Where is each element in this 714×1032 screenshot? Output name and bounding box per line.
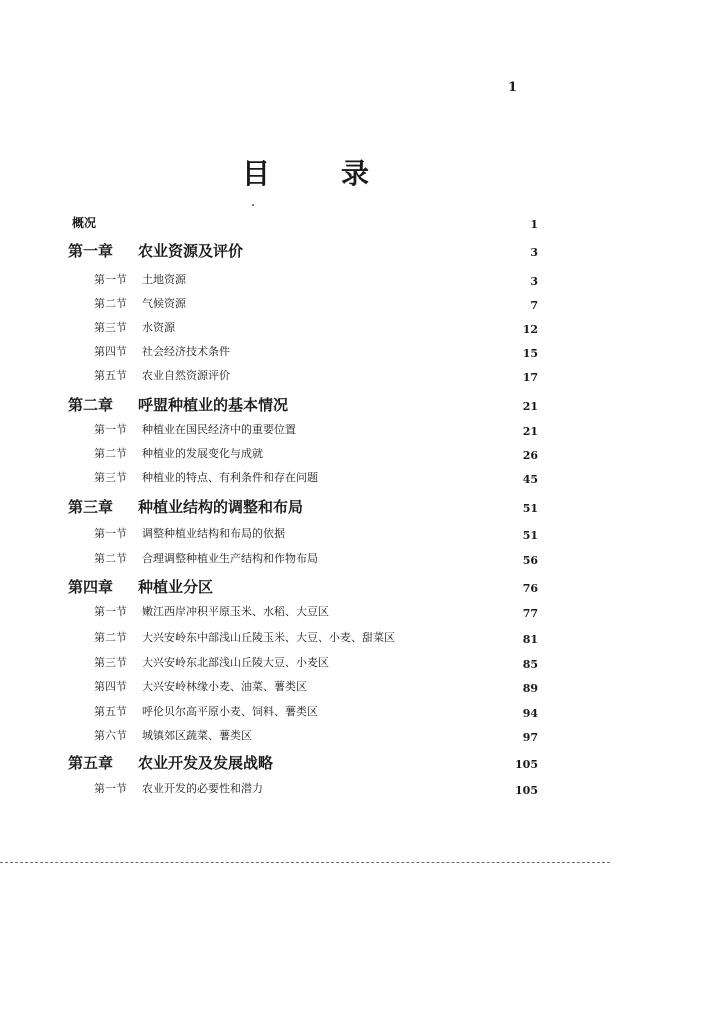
section-number: 第四节: [94, 680, 127, 693]
toc-label: [68, 394, 288, 415]
toc-row-section[interactable]: [0, 678, 714, 700]
section-title: 农业开发的必要性和潜力: [142, 782, 263, 795]
section-title: 种植业在国民经济中的重要位置: [142, 423, 296, 436]
section-number: 第三节: [94, 471, 127, 484]
section-title: 气候资源: [142, 297, 186, 310]
section-number: 第二节: [94, 297, 127, 310]
section-title: 呼伦贝尔高平原小麦、饲料、薯类区: [142, 705, 318, 718]
section-title: 大兴安岭东北部浅山丘陵大豆、小麦区: [142, 656, 329, 669]
toc-row-section[interactable]: [0, 603, 714, 625]
page-number: 1: [508, 80, 518, 95]
toc-label: [94, 654, 329, 670]
toc-title-char-1: 目: [242, 157, 271, 190]
toc-label: [94, 525, 285, 541]
section-title: 土地资源: [142, 273, 186, 286]
toc-label: [94, 343, 230, 359]
toc-label: [94, 727, 252, 743]
toc-row-section[interactable]: [0, 271, 714, 293]
section-title: 城镇郊区蔬菜、薯类区: [142, 729, 252, 742]
toc-row-section[interactable]: [0, 703, 714, 725]
section-number: 第一节: [94, 273, 127, 286]
toc-page: 7: [530, 299, 538, 312]
toc-row-chapter-1[interactable]: [0, 240, 714, 262]
speck: [252, 204, 254, 206]
toc-label: [94, 780, 263, 796]
section-number: 第一节: [94, 605, 127, 618]
toc-label: [68, 752, 273, 773]
toc-row-section[interactable]: [0, 343, 714, 365]
toc-row-section[interactable]: [0, 654, 714, 676]
section-title: 社会经济技术条件: [142, 345, 230, 358]
toc-row-section[interactable]: [0, 550, 714, 572]
section-number: 第三节: [94, 321, 127, 334]
toc-label: [94, 445, 263, 461]
section-number: 第二节: [94, 447, 127, 460]
toc-row-section[interactable]: [0, 629, 714, 651]
section-number: 第三节: [94, 656, 127, 669]
toc-row-chapter-2[interactable]: [0, 394, 714, 416]
toc-label: [94, 319, 175, 335]
toc-row-chapter-5[interactable]: [0, 752, 714, 774]
section-title: 调整种植业结构和布局的依据: [142, 527, 285, 540]
section-number: 第五节: [94, 705, 127, 718]
toc-label: [94, 603, 329, 619]
toc-row-section[interactable]: [0, 469, 714, 491]
toc-label: [68, 496, 303, 517]
section-number: 第五节: [94, 369, 127, 382]
toc-row-section[interactable]: [0, 295, 714, 317]
toc-page: 89: [522, 682, 538, 695]
toc-page: 3: [530, 275, 538, 288]
toc-label: [94, 629, 395, 645]
toc-title-char-2: 录: [341, 157, 370, 190]
chapter-title: 农业开发及发展战略: [138, 754, 274, 772]
section-title: 合理调整种植业生产结构和作物布局: [142, 552, 318, 565]
toc-row-chapter-3[interactable]: [0, 496, 714, 518]
chapter-number: 第五章: [68, 754, 114, 772]
toc-page: 45: [522, 473, 538, 486]
toc-label: [94, 469, 318, 485]
toc-page: 76: [522, 582, 538, 595]
section-number: 第四节: [94, 345, 127, 358]
toc-label: [94, 367, 230, 383]
toc-row-section[interactable]: [0, 319, 714, 341]
section-number: 第一节: [94, 527, 127, 540]
toc-row-section[interactable]: [0, 445, 714, 467]
toc-page: 17: [522, 371, 538, 384]
section-title: 大兴安岭东中部浅山丘陵玉米、大豆、小麦、甜菜区: [142, 631, 395, 644]
section-number: 第六节: [94, 729, 127, 742]
chapter-title: 农业资源及评价: [138, 242, 244, 260]
toc-row-section[interactable]: [0, 780, 714, 802]
toc-page: 56: [522, 554, 538, 567]
section-number: 第一节: [94, 423, 127, 436]
toc-label: [94, 421, 296, 437]
toc-page: 105: [515, 758, 538, 771]
toc-label: [94, 703, 318, 719]
toc-page: 77: [522, 607, 538, 620]
section-number: 第一节: [94, 782, 127, 795]
section-number: 第二节: [94, 631, 127, 644]
section-title: 农业自然资源评价: [142, 369, 230, 382]
bottom-rule: [0, 862, 610, 863]
toc-page: 94: [522, 707, 538, 720]
toc-label: [68, 576, 213, 597]
toc-label: [94, 271, 186, 287]
toc-page: 1: [530, 218, 538, 231]
toc-label: [68, 240, 243, 261]
toc-row-section[interactable]: [0, 525, 714, 547]
toc-row-section[interactable]: [0, 367, 714, 389]
toc-page: 51: [522, 502, 538, 515]
section-title: 水资源: [142, 321, 175, 334]
toc-page: 51: [522, 529, 538, 542]
toc-page: 85: [522, 658, 538, 671]
section-title: 嫩江西岸冲积平原玉米、水稻、大豆区: [142, 605, 329, 618]
toc-page: 97: [522, 731, 538, 744]
section-title: 大兴安岭林缘小麦、油菜、薯类区: [142, 680, 307, 693]
toc-page: 21: [522, 400, 538, 413]
toc-label: [94, 678, 307, 694]
section-title: 种植业的发展变化与成就: [142, 447, 263, 460]
chapter-number: 第三章: [68, 498, 114, 516]
toc-page: 15: [522, 347, 538, 360]
chapter-title: 种植业结构的调整和布局: [138, 498, 304, 516]
toc-label: [94, 550, 318, 566]
toc-page: 21: [522, 425, 538, 438]
toc-page: 26: [522, 449, 538, 462]
toc-row-chapter-4[interactable]: [0, 576, 714, 598]
chapter-number: 第四章: [68, 578, 114, 596]
toc-label: [94, 295, 186, 311]
chapter-number: 第二章: [68, 396, 114, 414]
toc-row-section[interactable]: [0, 727, 714, 749]
chapter-title: 种植业分区: [138, 578, 214, 596]
section-title: 种植业的特点、有利条件和存在问题: [142, 471, 318, 484]
toc-title: [0, 152, 714, 192]
chapter-title: 呼盟种植业的基本情况: [138, 396, 289, 414]
toc-row-overview[interactable]: [0, 214, 714, 236]
toc-row-section[interactable]: [0, 421, 714, 443]
toc-label: 概况: [72, 216, 97, 230]
toc-page: 105: [515, 784, 538, 797]
toc-page: 81: [522, 633, 538, 646]
toc-page: 3: [530, 246, 538, 259]
section-number: 第二节: [94, 552, 127, 565]
toc-page: 12: [522, 323, 538, 336]
chapter-number: 第一章: [68, 242, 114, 260]
